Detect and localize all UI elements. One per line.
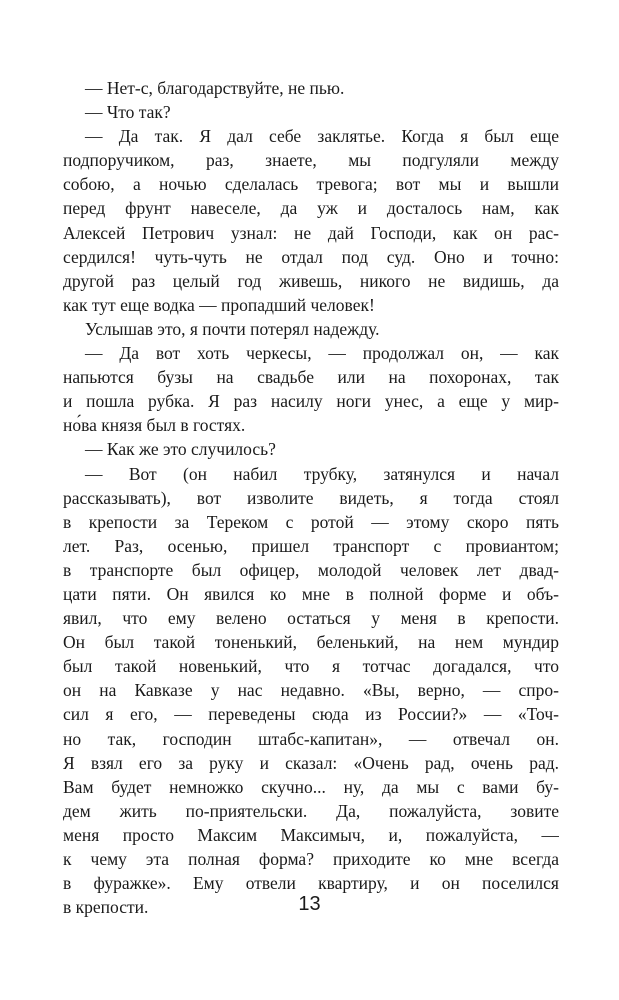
text-line: сил я его, — переведены сюда из России?» — «Точ- xyxy=(63,704,559,725)
text-line: Услышав это, я почти потерял надежду. xyxy=(85,318,380,339)
text-line: цати пяти. Он явился ко мне в полной форме и объ- xyxy=(63,583,559,604)
text-line: — Как же это случилось? xyxy=(85,439,276,460)
text-line: и пошла рубка. Я раз насилу ноги унес, а еще у мир- xyxy=(63,391,559,412)
text-line: — Нет-с, благодарствуйте, не пью. xyxy=(85,78,345,98)
text-line: собою, а ночью сделалась тревога; вот мы и вышли xyxy=(63,174,559,195)
text-line: он на Кавказе у нас недавно. «Вы, верно, — спро- xyxy=(63,680,559,701)
text-line: сердился! чуть-чуть не отдал под суд. Оно и точно: xyxy=(63,246,559,267)
text-line: к чему эта полная форма? приходите ко мне всегда xyxy=(63,849,559,869)
text-line: дем жить по-приятельски. Да, пожалуйста, зовите xyxy=(63,800,559,821)
page-body-text xyxy=(63,76,559,919)
text-line: напьются бузы на свадьбе или на похоронах, так xyxy=(63,367,559,388)
text-line: в транспорте был офицер, молодой человек лет двад- xyxy=(63,559,559,580)
page-number: 13 xyxy=(298,893,321,915)
text-line: рассказывать), вот изволите видеть, я тогда стоял xyxy=(63,487,559,508)
text-line: другой раз целый год живешь, никого не видишь, да xyxy=(63,270,559,291)
text-line: — Вот (он набил трубку, затянулся и начал xyxy=(85,463,559,484)
text-line: лет. Раз, осенью, пришел транспорт с провиантом; xyxy=(63,535,559,556)
text-line: Вам будет немножко скучно... ну, да мы с вами бу- xyxy=(63,776,559,797)
text-line: — Что так? xyxy=(85,102,171,123)
text-line: в фуражке». Ему отвели квартиру, и он поселился xyxy=(63,873,559,894)
text-line: — Да так. Я дал себе заклятье. Когда я был еще xyxy=(85,126,559,147)
text-line: в крепости. xyxy=(63,897,149,918)
text-line: Он был такой тоненький, беленький, на нем мундир xyxy=(63,632,559,653)
text-line: в крепости за Тереком с ротой — этому скоро пять xyxy=(63,511,559,532)
text-line: Я взял его за руку и сказал: «Очень рад, очень рад. xyxy=(63,752,559,773)
text-line: Алексей Петрович узнал: не дай Господи, как он рас- xyxy=(63,222,559,243)
text-line: как тут еще водка — пропадший человек! xyxy=(63,294,375,315)
text-line: но́ва князя был в гостях. xyxy=(63,415,246,436)
text-line: подпоручиком, раз, знаете, мы подгуляли между xyxy=(63,150,559,171)
text-line: перед фрунт навеселе, да уж и досталось нам, как xyxy=(63,198,559,219)
text-line: — Да вот хоть черкесы, — продолжал он, — как xyxy=(85,343,559,364)
text-line: меня просто Максим Максимыч, и, пожалуйста, — xyxy=(63,824,559,845)
text-line: явил, что ему велено остаться у меня в крепости. xyxy=(63,608,559,629)
text-line: был такой новенький, что я тотчас догадался, что xyxy=(63,656,559,677)
text-line: но так, господин штабс-капитан», — отвечал он. xyxy=(63,728,559,749)
